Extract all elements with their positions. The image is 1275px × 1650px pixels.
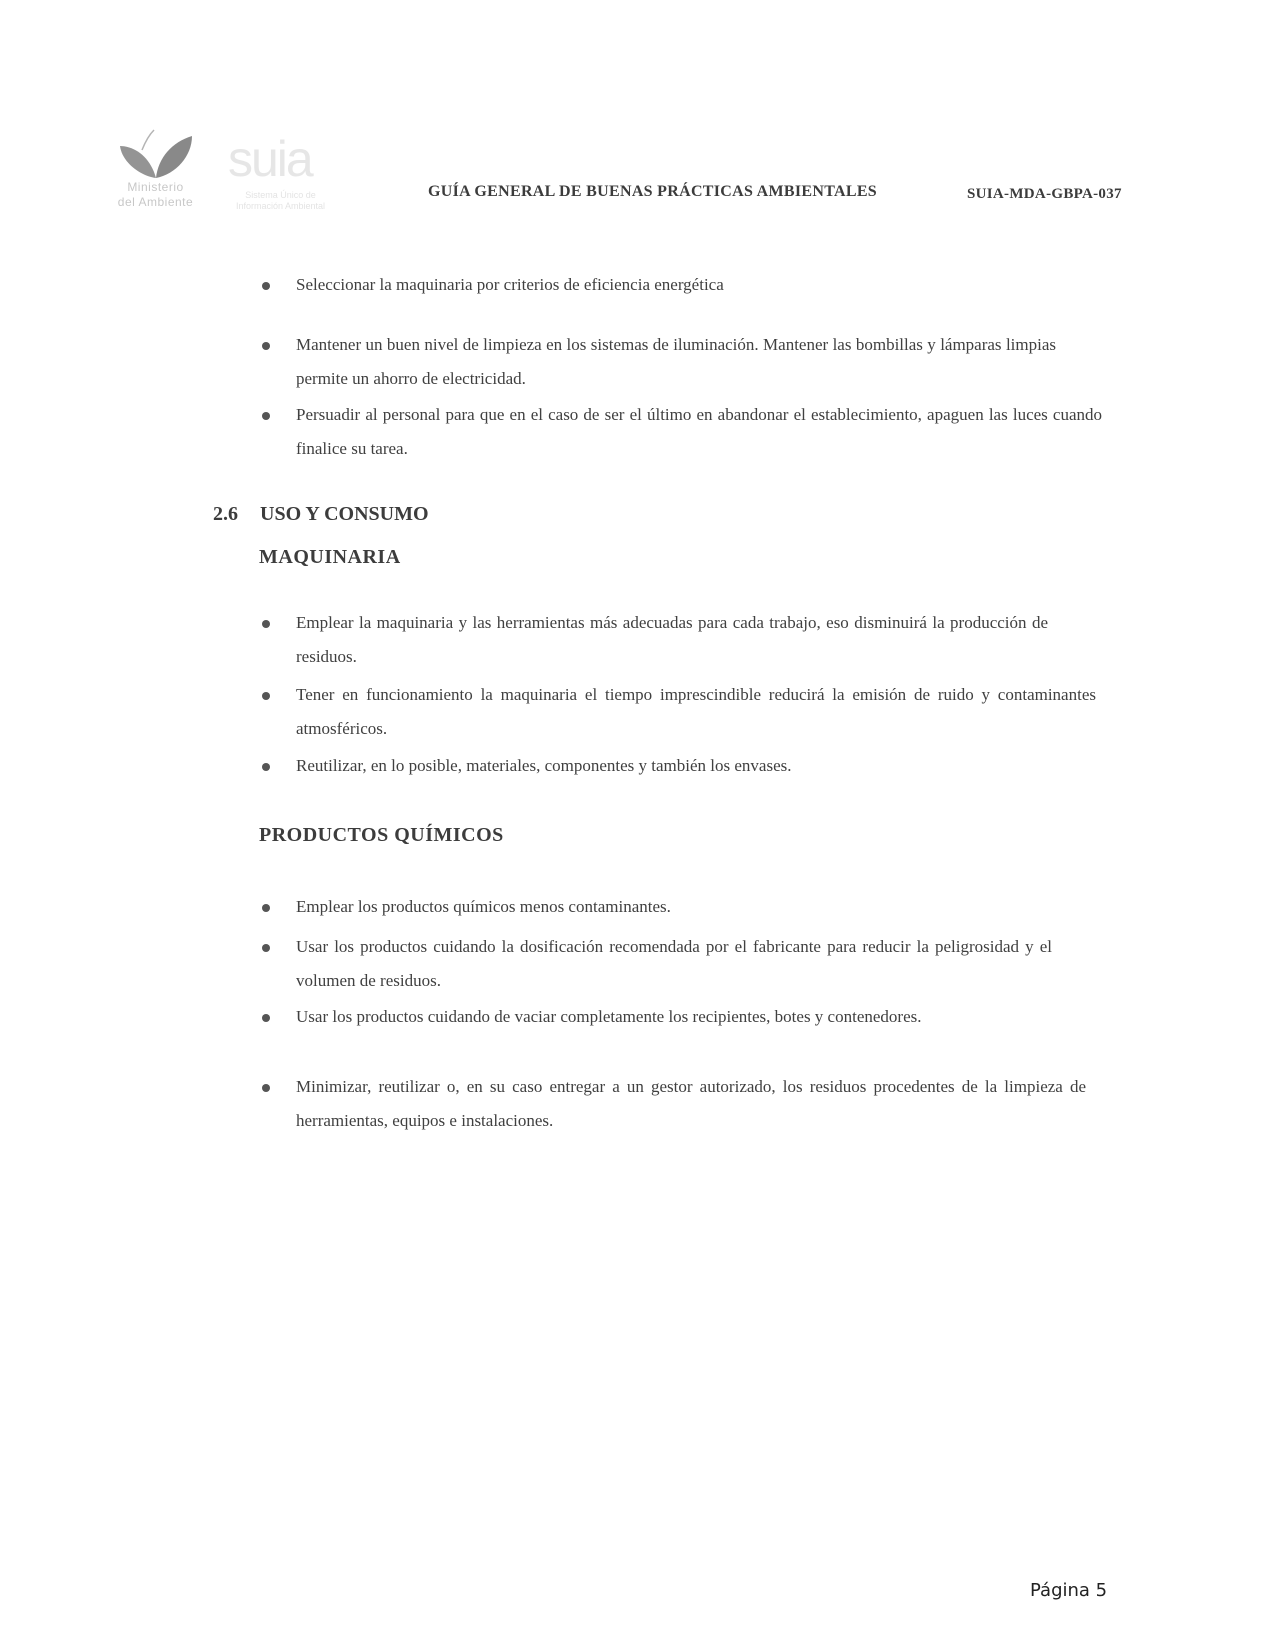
- list-item: Minimizar, reutilizar o, en su caso entregar a un gestor autorizado, los residuos procedentes de la limpieza de herramientas, equipos e instalaciones.: [296, 1077, 1086, 1130]
- ministerio-logo-line2: del Ambiente: [117, 195, 194, 209]
- document-header: [0, 0, 1275, 230]
- bullet-icon: [262, 692, 270, 700]
- list-item: Emplear los productos químicos menos contaminantes.: [296, 897, 671, 916]
- ministerio-logo-line1: Ministerio: [127, 180, 184, 194]
- document-code: SUIA-MDA-GBPA-037: [967, 186, 1122, 202]
- list-item: Persuadir al personal para que en el caso de ser el último en abandonar el establecimiento, apaguen las luces cuando finalice su tarea.: [296, 405, 1102, 458]
- bullet-icon: [262, 1084, 270, 1092]
- maquinaria-heading: MAQUINARIA: [259, 546, 401, 568]
- section-title: USO Y CONSUMO: [260, 503, 429, 525]
- list-item: Usar los productos cuidando la dosificación recomendada por el fabricante para reducir la peligrosidad y el volumen de residuos.: [296, 937, 1052, 990]
- document-title: GUÍA GENERAL DE BUENAS PRÁCTICAS AMBIENTALES: [428, 183, 877, 200]
- bullet-icon: [262, 342, 270, 350]
- bullet-icon: [262, 412, 270, 420]
- bullet-icon: [262, 904, 270, 912]
- bullet-icon: [262, 944, 270, 952]
- suia-logo-line2: Información Ambiental: [235, 201, 326, 211]
- list-item: Tener en funcionamiento la maquinaria el tiempo imprescindible reducirá la emisión de ruido y contaminantes atmosféricos.: [296, 685, 1096, 738]
- suia-logo: [218, 131, 343, 220]
- leaves-icon: [116, 128, 196, 180]
- list-item: Mantener un buen nivel de limpieza en los sistemas de iluminación. Mantener las bombillas y lámparas limpias permite un ahorro de electricidad.: [296, 335, 1056, 388]
- list-item: Seleccionar la maquinaria por criterios de eficiencia energética: [296, 275, 724, 294]
- suia-logo-line1: Sistema Único de: [245, 190, 316, 200]
- productos-quimicos-heading: PRODUCTOS QUÍMICOS: [259, 824, 504, 846]
- list-item: Reutilizar, en lo posible, materiales, componentes y también los envases.: [296, 756, 792, 775]
- bullet-icon: [262, 620, 270, 628]
- bullet-icon: [262, 763, 270, 771]
- ministerio-ambiente-logo: [108, 128, 203, 218]
- section-number: 2.6: [213, 503, 238, 525]
- list-item: Usar los productos cuidando de vaciar completamente los recipientes, botes y contenedores.: [296, 1007, 922, 1026]
- bullet-icon: [262, 282, 270, 290]
- bullet-icon: [262, 1014, 270, 1022]
- list-item: Emplear la maquinaria y las herramientas más adecuadas para cada trabajo, eso disminuirá la producción de residuos.: [296, 613, 1048, 666]
- page-number: Página 5: [1030, 1580, 1108, 1601]
- suia-logo-word: suia: [228, 131, 312, 187]
